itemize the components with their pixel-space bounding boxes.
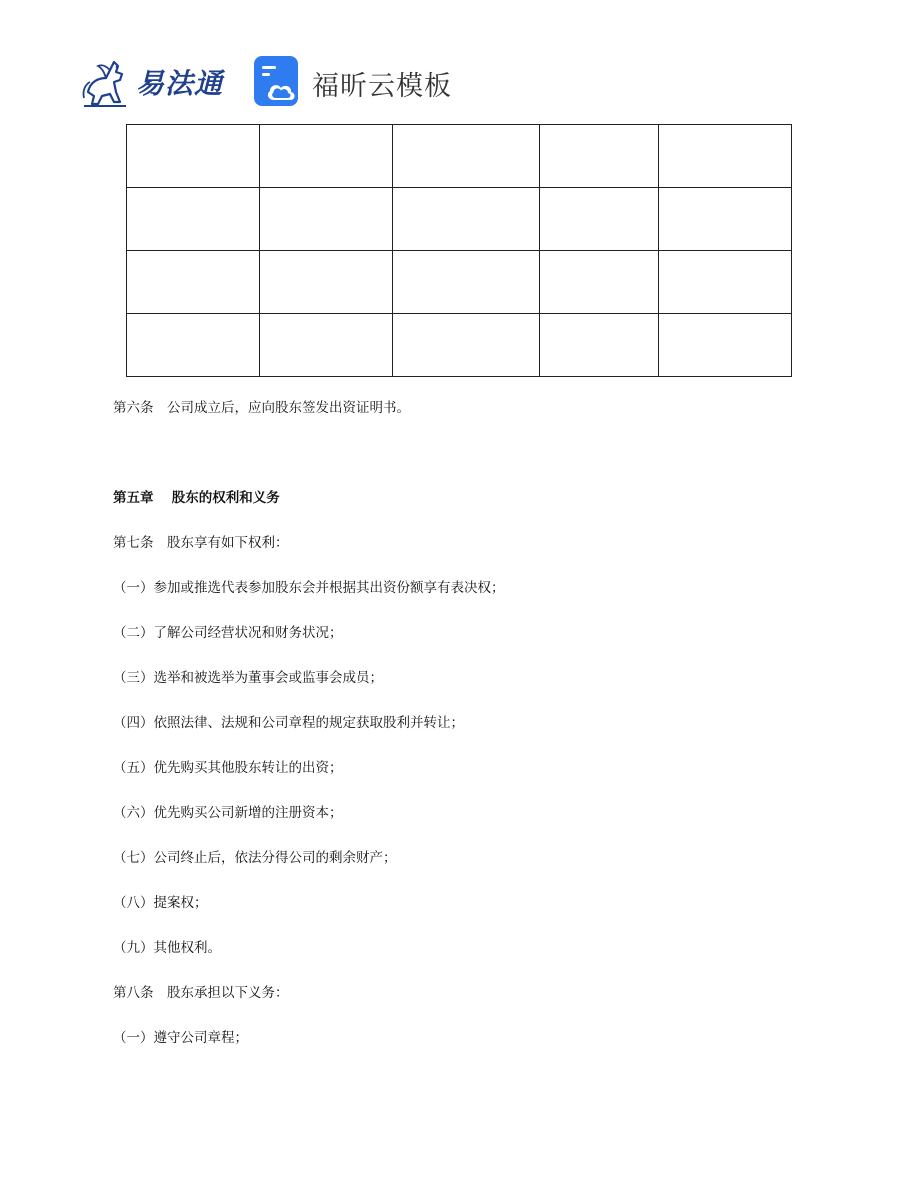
table-row xyxy=(127,314,792,377)
right-item: （八）提案权； xyxy=(113,895,208,911)
right-item: （六）优先购买公司新增的注册资本； xyxy=(113,805,343,821)
table-cell xyxy=(260,125,393,188)
article-6: 第六条 公司成立后，应向股东签发出资证明书。 xyxy=(113,400,410,416)
table-cell xyxy=(393,125,540,188)
right-item: （二）了解公司经营状况和财务状况； xyxy=(113,625,343,641)
table-cell xyxy=(393,251,540,314)
table-cell xyxy=(659,188,792,251)
logo-text-foxit: 福昕云模板 xyxy=(312,71,452,102)
table-cell xyxy=(260,251,393,314)
table-cell xyxy=(540,188,659,251)
table-cell xyxy=(127,125,260,188)
table-cell xyxy=(393,314,540,377)
article-8: 第八条 股东承担以下义务： xyxy=(113,985,289,1001)
table-row xyxy=(127,251,792,314)
table-cell xyxy=(127,314,260,377)
right-item: （五）优先购买其他股东转让的出资； xyxy=(113,760,343,776)
table-row xyxy=(127,125,792,188)
yifatong-logo xyxy=(80,52,230,110)
horse-emblem-icon xyxy=(80,52,138,110)
table-cell xyxy=(659,125,792,188)
table-cell xyxy=(127,188,260,251)
table-cell xyxy=(393,188,540,251)
right-item: （三）选举和被选举为董事会或监事会成员； xyxy=(113,670,383,686)
right-item: （九）其他权利。 xyxy=(113,940,221,956)
table-cell xyxy=(659,251,792,314)
table-cell xyxy=(260,314,393,377)
table-row xyxy=(127,188,792,251)
chapter-5-heading: 第五章 股东的权利和义务 xyxy=(113,490,280,506)
article-7: 第七条 股东享有如下权利： xyxy=(113,535,289,551)
contribution-table xyxy=(126,124,792,377)
table-cell xyxy=(260,188,393,251)
cloud-document-icon xyxy=(252,54,302,108)
table-cell xyxy=(540,314,659,377)
foxit-template-logo xyxy=(252,54,492,108)
table-cell xyxy=(540,125,659,188)
duty-item: （一）遵守公司章程； xyxy=(113,1030,248,1046)
document-header xyxy=(80,50,480,110)
table-cell xyxy=(540,251,659,314)
right-item: （一）参加或推选代表参加股东会并根据其出资份额享有表决权； xyxy=(113,580,505,596)
right-item: （四）依照法律、法规和公司章程的规定获取股利并转让； xyxy=(113,715,464,731)
table-cell xyxy=(127,251,260,314)
logo-text-yifatong: 易法通 xyxy=(136,67,224,100)
table-cell xyxy=(659,314,792,377)
right-item: （七）公司终止后，依法分得公司的剩余财产； xyxy=(113,850,397,866)
